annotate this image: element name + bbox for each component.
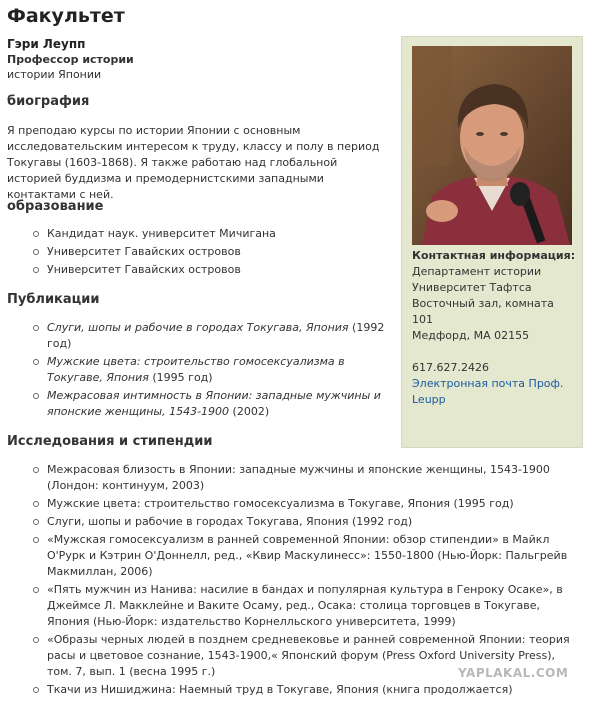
person-header [7, 36, 395, 82]
publication-year: (1995 год) [148, 371, 213, 384]
publication-title: Мужские цвета: строительство гомосексуализма в Токугаве, Япония [47, 355, 345, 384]
publication-item [7, 320, 395, 352]
research-item: «Мужская гомосексуализм в ранней современной Японии: обзор стипендии» в Майкл О'Рурк и Кэтрин О'Доннелл, ред., «Квир Маскулинесс»: 1550-1800 (Нью-Йорк: Пальгрейв Макмиллан, 2006) [7, 532, 582, 580]
publication-title: Межрасовая интимность в Японии: западные мужчины и японские женщины, 1543-1900 [47, 389, 381, 418]
research-item: «Образы черных людей в позднем средневековье и ранней современной Японии: теория расы и цветовое сознание, 1543-1900,« Японский форум (Press Oxford University Press), том. 7, вып. 1 (весна 1995 г.) [7, 632, 582, 680]
contact-sidebar [401, 36, 583, 448]
research-item: Межрасовая близость в Японии: западные мужчины и японские женщины, 1543-1900 (Лондон: континуум, 2003) [7, 462, 582, 494]
research-item: Мужские цвета: строительство гомосексуализма в Токугаве, Япония (1995 год) [7, 496, 582, 512]
education-item: Кандидат наук. университет Мичигана [7, 226, 395, 242]
contact-address-line1: Восточный зал, комната 101 [412, 297, 554, 326]
publications-heading: Публикации [7, 292, 100, 307]
research-item: Ткачи из Нишиджина: Наемный труд в Токугаве, Япония (книга продолжается) [7, 682, 582, 698]
person-name: Гэри Леупп [7, 37, 86, 51]
publication-year: (1992 год) [47, 321, 385, 350]
person-title: Профессор истории [7, 53, 134, 66]
research-heading: Исследования и стипендии [7, 434, 213, 449]
contact-spacer [412, 344, 578, 360]
publication-year: (2002) [229, 405, 270, 418]
person-subtitle: истории Японии [7, 68, 102, 81]
education-heading: образование [7, 199, 104, 214]
contact-label: Контактная информация: [412, 249, 576, 262]
education-item: Университет Гавайских островов [7, 262, 395, 278]
contact-university: Университет Тафтса [412, 281, 532, 294]
publications-list [7, 320, 395, 422]
research-item: «Пять мужчин из Нанива: насилие в бандах и популярная культура в Генроку Осаке», в Джеймсе Л. Макклейне и Ваките Осаму, ред., Осака: столица торговцев в Токугаве, Япония (Нью-Йорк: издательство Корнелльского университета, 1999) [7, 582, 582, 630]
biography-heading: биография [7, 94, 90, 109]
page-title: Факультет [7, 5, 125, 27]
portrait-photo [412, 46, 572, 245]
research-item: Слуги, шопы и рабочие в городах Токугава, Япония (1992 год) [7, 514, 582, 530]
contact-phone: 617.627.2426 [412, 361, 489, 374]
watermark-text: YAPLAKAL.COM [458, 666, 569, 680]
publication-item [7, 354, 395, 386]
publication-item [7, 388, 395, 420]
email-link[interactable]: Электронная почта Проф. Leupp [412, 377, 564, 406]
education-list [7, 226, 395, 280]
publication-title: Слуги, шопы и рабочие в городах Токугава, Япония [47, 321, 349, 334]
education-item: Университет Гавайских островов [7, 244, 395, 260]
contact-address-line2: Медфорд, MA 02155 [412, 329, 530, 342]
biography-text: Я преподаю курсы по истории Японии с основным исследовательским интересом к труду, классу и полу в период Токугавы (1603-1868). Я также работаю над глобальной историей буддизма и премодернистскими западными контактами с ней. [7, 124, 380, 201]
contact-info [412, 248, 578, 408]
contact-department: Департамент истории [412, 265, 542, 278]
